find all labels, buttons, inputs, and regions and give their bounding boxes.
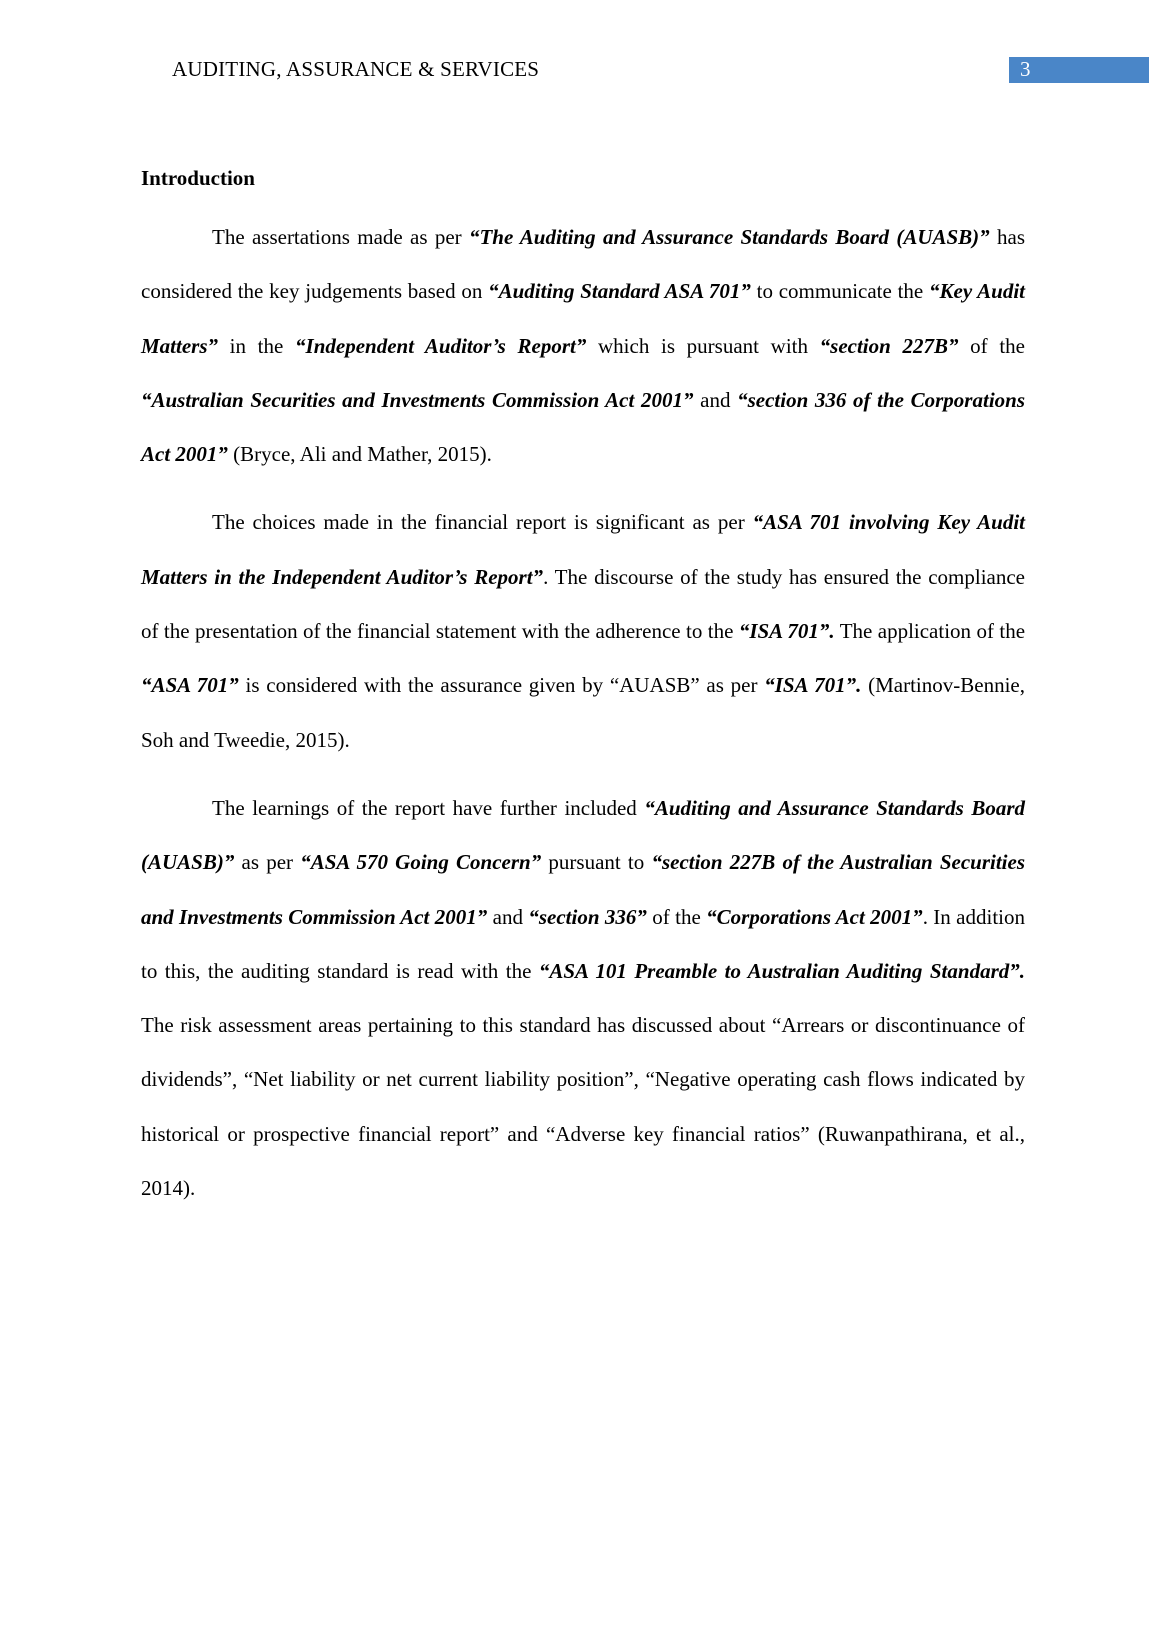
text-run: in the (218, 333, 296, 358)
emphasis-run: “section 336 of the Corporations Act 2001” (141, 387, 1026, 467)
page-header (0, 0, 1158, 100)
emphasis-run: “ASA 701” (141, 673, 239, 698)
text-run: has considered the key judgements based on (141, 225, 1025, 304)
page-number: 3 (1020, 57, 1031, 81)
paragraph-3 (141, 781, 1025, 1215)
text-run: of the (958, 333, 1025, 358)
emphasis-run: “section 336” (528, 904, 647, 929)
emphasis-run: “Corporations Act 2001” (706, 904, 923, 929)
text-run: and (487, 904, 529, 929)
emphasis-run: “ASA 101 Preamble to Australian Auditing Standard”. (538, 958, 1025, 983)
text-run: pursuant to (541, 850, 652, 875)
text-run: . In addition to this, the auditing standard is read with the (141, 904, 1026, 983)
emphasis-run: “ASA 570 Going Concern” (300, 850, 542, 875)
emphasis-run: “ASA 701 involving Key Audit Matters in the Independent Auditor’s Report” (141, 510, 1025, 589)
emphasis-run: “ISA 701”. (764, 673, 862, 698)
emphasis-run: “Auditing and Assurance Standards Board (AUASB)” (141, 795, 1025, 875)
emphasis-run: “Auditing Standard ASA 701” (488, 279, 751, 304)
text-run: The assertations made as per (212, 225, 469, 249)
emphasis-run: “The Auditing and Assurance Standards Board (AUASB)” (468, 225, 990, 249)
text-run: and (693, 387, 738, 412)
running-head: AUDITING, ASSURANCE & SERVICES (172, 57, 540, 81)
text-run: The choices made in the financial report is significant as per (212, 510, 753, 535)
text-run: is considered with the assurance given by “AUASB” as per (238, 673, 765, 698)
text-run: to communicate the (750, 279, 930, 304)
text-run: The risk assessment areas pertaining to this standard has discussed about “Arrears or discontinuance of dividends”, “Net liability or net current liability position”, “Negative operating cash flows indicated by historical or prospective financial report” and “Adverse key financial ratios” (Ruwanpathirana, et al., 2014). (141, 1013, 1025, 1201)
citation: (Bryce, Ali and Mather, 2015). (227, 442, 492, 467)
paragraph-2 (141, 495, 1025, 766)
emphasis-run: “section 227B” (819, 333, 959, 358)
emphasis-run: “Australian Securities and Investments Commission Act 2001” (141, 387, 694, 412)
text-run: of the (646, 904, 707, 929)
section-heading: Introduction (141, 166, 255, 190)
text-run: which is pursuant with (586, 333, 820, 358)
paragraph-1 (141, 210, 1025, 481)
emphasis-run: “section 227B of the Australian Securities and Investments Commission Act 2001” (141, 850, 1026, 929)
text-run: The learnings of the report have further included (212, 795, 645, 820)
text-run: as per (234, 850, 301, 875)
text-run: The application of the (834, 619, 1026, 644)
emphasis-run: “Key Audit Matters” (141, 279, 1025, 358)
citation: (Martinov-Bennie, Soh and Tweedie, 2015). (141, 673, 1025, 752)
document-body (141, 160, 1025, 1229)
text-run: . The discourse of the study has ensured the compliance of the presentation of the financial statement with the adherence to the (141, 564, 1025, 644)
emphasis-run: “ISA 701”. (738, 619, 835, 644)
emphasis-run: “Independent Auditor’s Report” (295, 333, 587, 358)
